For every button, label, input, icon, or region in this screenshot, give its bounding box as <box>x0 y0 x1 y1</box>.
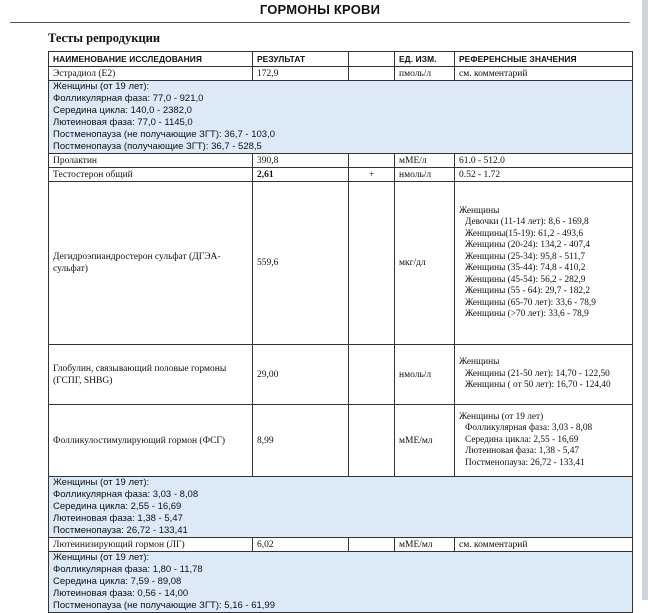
comment-line: Середина цикла: 2,55 - 16,69 <box>53 501 182 512</box>
comment-row <box>49 477 633 538</box>
test-unit: мМЕ/л <box>395 154 455 168</box>
test-result: 559,6 <box>253 182 349 345</box>
page-edge <box>642 0 648 600</box>
comment-line: Женщины (от 19 лет): <box>53 81 150 92</box>
reference-line: Женщины (35-44): 74,8 - 410,2 <box>465 263 586 273</box>
comment-line: Лютеиновая фаза: 77,0 - 1145,0 <box>53 117 193 128</box>
comment-line: Лютеиновая фаза: 1,38 - 5,47 <box>53 513 183 524</box>
comment-line: Постменопауза (получающие ЗГТ): 36,7 - 528,5 <box>53 141 262 152</box>
test-flag <box>349 67 395 81</box>
section-title: Тесты репродукции <box>48 31 161 45</box>
comment-line: Женщины (от 19 лет): <box>53 477 150 488</box>
reference-line: Женщины(15-19): 61,2 - 493,6 <box>465 228 584 239</box>
reference-line: Женщины (55 - 64): 29,7 - 182,2 <box>465 286 591 296</box>
test-result: 6,02 <box>253 538 349 552</box>
comment-row <box>49 81 633 154</box>
reference-line: Женщины ( от 50 лет): 16,70 - 124,40 <box>465 380 611 391</box>
test-result: 390,8 <box>253 154 349 168</box>
reference-line: Постменопаузa: 26,72 - 133,41 <box>465 457 585 468</box>
test-name: Лютеинизирующий гормон (ЛГ) <box>49 538 253 552</box>
test-flag-high: + <box>349 168 395 182</box>
test-name: Глобулин, связывающий половые гормоны (ГСПГ, SHBG) <box>49 345 253 405</box>
table-row <box>49 67 633 81</box>
table-row <box>49 182 633 345</box>
test-name: Пролактин <box>49 154 253 168</box>
comment-line: Женщины (от 19 лет): <box>53 552 150 563</box>
test-unit: мМЕ/мл <box>395 405 455 477</box>
test-name: Дегидроэпиандростерон сульфат (ДГЭА-сульфат) <box>49 182 253 345</box>
comment-line: Постменопауза (не получающие ЗГТ): 36,7 - 103,0 <box>53 129 275 140</box>
reference-line: Женщины (25-34): 95,8 - 511,7 <box>465 251 586 262</box>
reference-line: Женщины (65-70 лет): 33,6 - 78,9 <box>465 297 596 308</box>
test-reference <box>455 182 633 345</box>
test-unit: нмоль/л <box>395 345 455 405</box>
test-reference: 0.52 - 1.72 <box>455 168 633 182</box>
comment-line: Фолликулярная фаза: 1,80 - 11,78 <box>53 564 203 575</box>
column-header-unit: ЕД. ИЗМ. <box>395 52 455 67</box>
table-row <box>49 168 633 182</box>
comment-line: Середина цикла: 7,59 - 89,08 <box>53 576 182 587</box>
test-result: 29,00 <box>253 345 349 405</box>
comment-row <box>49 552 633 613</box>
test-result: 8,99 <box>253 405 349 477</box>
test-flag <box>349 405 395 477</box>
column-header-result: РЕЗУЛЬТАТ <box>253 52 349 67</box>
document-title: ГОРМОНЫ КРОВИ <box>259 2 381 17</box>
column-header-reference: РЕФЕРЕНСНЫЕ ЗНАЧЕНИЯ <box>455 52 633 67</box>
comment-line: Постменопауза: 26,72 - 133,41 <box>53 525 188 536</box>
test-reference: 61.0 - 512.0 <box>455 154 633 168</box>
test-unit: нмоль/л <box>395 168 455 182</box>
table-header <box>49 52 633 67</box>
reference-line: Женщины <box>459 205 500 216</box>
test-reference <box>455 405 633 477</box>
test-result: 2,61 <box>253 168 349 182</box>
reference-line: Фолликулярная фаза: 3,03 - 8,08 <box>465 423 593 434</box>
test-name: Тестостерон общий <box>49 168 253 182</box>
comment-line: Фолликулярная фаза: 77,0 - 921,0 <box>53 93 204 104</box>
column-header-flag <box>349 52 395 67</box>
table-row <box>49 154 633 168</box>
table-row <box>49 345 633 405</box>
reference-line: Женщины (от 19 лет) <box>459 411 544 422</box>
test-flag <box>349 182 395 345</box>
test-reference: см. комментарий <box>455 538 633 552</box>
reference-line: Женщины (21-50 лет): 14,70 - 122,50 <box>465 368 610 379</box>
test-name: Эстрадиол (Е2) <box>49 67 253 81</box>
test-reference: см. комментарий <box>455 67 633 81</box>
comment-line: Фолликулярная фаза: 3,03 - 8,08 <box>53 489 199 500</box>
results-table <box>48 51 633 613</box>
reference-line: Женщины (20-24): 134,2 - 407,4 <box>465 240 591 250</box>
reference-line: Середина цикла: 2,55 - 16,69 <box>465 434 579 445</box>
comment-line: Середина цикла: 140,0 - 2382,0 <box>53 105 192 116</box>
test-flag <box>349 154 395 168</box>
reference-line: Женщины <box>459 357 500 368</box>
column-header-name: НАИМЕНОВАНИЕ ИССЛЕДОВАНИЯ <box>49 52 253 67</box>
comment-line: Лютеиновая фаза: 0,56 - 14,00 <box>53 588 189 599</box>
comment-estradiol <box>49 81 633 154</box>
test-result: 172,9 <box>253 67 349 81</box>
reference-line: Лютеиновая фаза: 1,38 - 5,47 <box>465 446 580 457</box>
comment-lh <box>49 552 633 613</box>
test-name: Фолликулостимулирующий гормон (ФСГ) <box>49 405 253 477</box>
test-flag <box>349 538 395 552</box>
comment-line: Постменопауза (не получающие ЗГТ): 5,16 - 61,99 <box>53 600 275 611</box>
title-divider <box>10 22 630 23</box>
reference-line: Девочки (11-14 лет): 8,6 - 169,8 <box>465 217 589 227</box>
test-unit: пмоль/л <box>395 67 455 81</box>
test-unit: мМЕ/мл <box>395 538 455 552</box>
test-unit: мкг/дл <box>395 182 455 345</box>
reference-line: Женщины (45-54): 56,2 - 282,9 <box>465 274 586 285</box>
reference-line: Женщины (>70 лет): 33,6 - 78,9 <box>465 309 589 319</box>
table-row <box>49 538 633 552</box>
table-row <box>49 405 633 477</box>
comment-fsh <box>49 477 633 538</box>
test-flag <box>349 345 395 405</box>
test-reference <box>455 345 633 405</box>
